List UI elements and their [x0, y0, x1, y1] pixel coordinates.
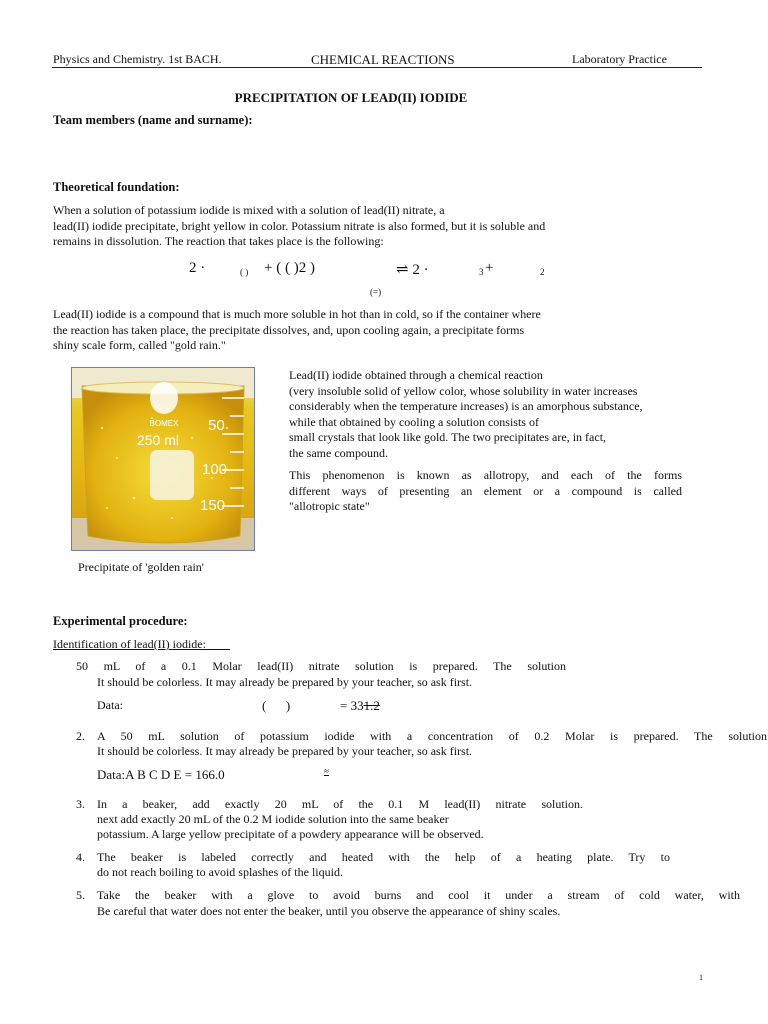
theory-paragraph-2 [53, 307, 623, 354]
beaker-photo [71, 367, 255, 551]
team-members-label: Team members (name and surname): [53, 113, 253, 127]
text-line: considerably when the temperature increases) is an amorphous substance, [289, 399, 643, 413]
text-line: the reaction has taken place, the precipitate dissolves, and, upon cooling again, a precipitate forms [53, 322, 525, 337]
theory-heading: Theoretical foundation: [53, 180, 180, 194]
text-line: while that obtained by cooling a solution consists of [289, 414, 539, 429]
document-title: PRECIPITATION OF LEAD(II) IODIDE [234, 90, 468, 105]
step-4-line-1: The beaker is labeled correctly and heated with the help of a heating plate. Try to [97, 850, 670, 864]
equation-plus: + [485, 260, 494, 276]
header-practice: Laboratory Practice [572, 52, 667, 66]
step-1-data-value [340, 698, 380, 714]
molar-mass-value: = 33 [340, 698, 364, 713]
equation-coef-1: 2 · [189, 260, 206, 276]
text-line: Lead(II) iodide is a compound that is much more soluble in hot than in cold, so if the container where [53, 307, 541, 321]
text-line: different ways of presenting an element or a compound is called [289, 483, 682, 498]
beaker-mark: 150 [200, 497, 226, 514]
step-1-data-label: Data: [97, 698, 123, 712]
header-course: Physics and Chemistry. 1st BACH. [53, 52, 222, 66]
step-3-line-3: potassium. A large yellow precipitate of a powdery appearance will be observed. [97, 827, 484, 841]
step-2-number: 2. [76, 729, 85, 743]
step-5-line-1: Take the beaker with a glove to avoid burns and cool it under a stream of cold water, with [97, 888, 740, 902]
equation-reactant-2: + ( ( )2 ) [264, 260, 315, 276]
step-3-line-1: In a beaker, add exactly 20 mL of the 0.1 M lead(II) nitrate solution. [97, 797, 583, 811]
text-line: (very insoluble solid of yellow color, whose solubility in water increases [289, 383, 638, 398]
header-rule [52, 67, 702, 68]
step-5-number: 5. [76, 888, 85, 902]
beaker-brand: BOMEX [149, 419, 179, 428]
text-line: small crystals that look like gold. The two precipitates are, in fact, [289, 430, 607, 444]
beaker-mark: 50 [208, 417, 225, 434]
step-1-line-1: 50 mL of a 0.1 Molar lead(II) nitrate solution is prepared. The solution [76, 659, 566, 673]
text-line: lead(II) iodide precipitate, bright yellow in color. Potassium nitrate is also formed, but it is soluble and [53, 218, 546, 233]
step-2-line-2: It should be colorless. It may already be prepared by your teacher, so ask first. [97, 744, 473, 758]
step-1-line-2: It should be colorless. It may already be prepared by your teacher, so ask first. [97, 675, 473, 689]
equation-subscript: 3 [479, 267, 484, 277]
beaker-volume: 250 ml [136, 432, 180, 448]
step-1-data-formula: ( ) [262, 698, 291, 713]
step-4-number: 4. [76, 850, 85, 864]
text-line: This phenomenon is known as allotropy, and each of the forms [289, 468, 682, 482]
procedure-subheading [53, 637, 230, 653]
text-line: "allotropic state" [289, 499, 370, 513]
beaker-mark: 100 [202, 461, 228, 478]
theory-paragraph [53, 203, 613, 250]
text-line: Lead(II) iodide obtained through a chemical reaction [289, 368, 543, 382]
subheading-text: Identification of lead(II) iodide: [53, 637, 206, 651]
allotropy-text-2 [289, 468, 682, 515]
step-2-data: Data:A B C D E = 166.0 [97, 767, 225, 782]
procedure-heading: Experimental procedure: [53, 614, 188, 628]
step-3-number: 3. [76, 797, 85, 811]
molar-mass-fraction: 1.2 [363, 698, 380, 713]
figure-caption: Precipitate of 'golden rain' [78, 560, 204, 574]
step-2-data-unit: ≈ [324, 766, 329, 776]
beaker-illustration [72, 368, 255, 551]
subheading-underline [206, 637, 230, 651]
equation-subscript: 2 [540, 267, 545, 277]
step-2-line-1: A 50 mL solution of potassium iodide with a concentration of 0.2 Molar is prepared. The solution [97, 729, 767, 743]
text-line: remains in dissolution. The reaction that takes place is the following: [53, 234, 384, 248]
step-3-line-2: next add exactly 20 mL of the 0.2 M iodide solution into the same beaker [97, 812, 449, 826]
equation-state-1: ( ) [240, 267, 249, 277]
header-unit: CHEMICAL REACTIONS [311, 52, 455, 67]
text-line: When a solution of potassium iodide is mixed with a solution of lead(II) nitrate, a [53, 203, 445, 217]
step-4-line-2: do not reach boiling to avoid splashes of the liquid. [97, 865, 343, 879]
text-line: shiny scale form, called "gold rain." [53, 338, 226, 352]
equation-state-label: (=) [370, 287, 382, 297]
step-5-line-2: Be careful that water does not enter the beaker, until you observe the appearance of shiny scales. [97, 904, 561, 918]
page-number: 1 [699, 973, 703, 982]
allotropy-text-1 [289, 368, 703, 461]
equation-product-1: ⇌ 2 · [396, 262, 429, 278]
text-line: the same compound. [289, 445, 388, 460]
